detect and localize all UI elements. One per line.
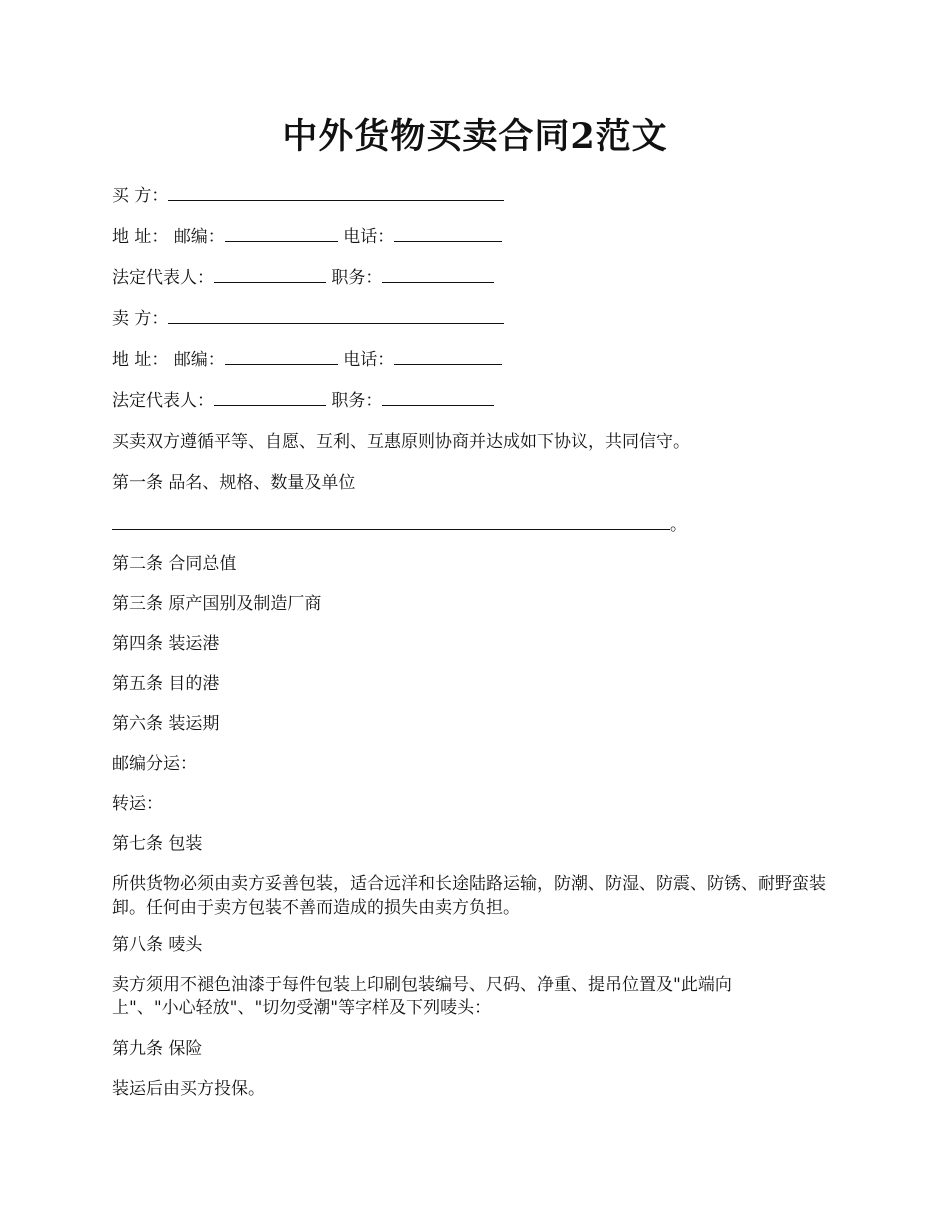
article-9-heading: 第九条 保险	[112, 1039, 203, 1059]
buyer-postcode-blank	[225, 226, 338, 242]
article-8-heading: 第八条 唛头	[112, 935, 203, 955]
buyer-position-label: 职务：	[331, 268, 383, 288]
seller-postcode-blank	[225, 349, 338, 365]
article-1-period: 。	[670, 515, 687, 535]
article-7-heading: 第七条 包装	[112, 834, 203, 854]
seller-position-blank	[382, 390, 494, 406]
buyer-rep-blank	[214, 267, 326, 283]
seller-postcode-label: 邮编：	[173, 350, 225, 370]
buyer-address-label: 地 址：	[112, 227, 169, 247]
transshipment-text: 转运：	[112, 794, 163, 814]
seller-rep-blank	[214, 390, 326, 406]
seller-phone-label: 电话：	[343, 350, 395, 370]
article-1-blank-line	[112, 514, 687, 536]
article-1-blank	[112, 514, 670, 530]
partial-shipment-text: 邮编分运：	[112, 754, 197, 774]
article-2-heading: 第二条 合同总值	[112, 554, 237, 574]
seller-rep-line	[112, 390, 494, 412]
buyer-rep-label: 法定代表人：	[112, 268, 214, 288]
buyer-rep-line	[112, 267, 494, 289]
seller-position-label: 职务：	[331, 391, 383, 411]
buyer-position-blank	[382, 267, 494, 283]
article-1-heading: 第一条 品名、规格、数量及单位	[112, 473, 356, 493]
seller-phone-blank	[394, 349, 502, 365]
article-5-heading: 第五条 目的港	[112, 674, 220, 694]
seller-rep-label: 法定代表人：	[112, 391, 214, 411]
article-3-heading: 第三条 原产国别及制造厂商	[112, 594, 322, 614]
article-4-heading: 第四条 装运港	[112, 634, 220, 654]
insurance-text: 装运后由买方投保。	[112, 1079, 265, 1099]
intro-text: 买卖双方遵循平等、自愿、互利、互惠原则协商并达成如下协议，共同信守。	[112, 432, 690, 452]
document-title: 中外货物买卖合同2范文	[282, 116, 668, 157]
seller-address-label: 地 址：	[112, 350, 169, 370]
article-6-heading: 第六条 装运期	[112, 714, 220, 734]
buyer-postcode-label: 邮编：	[173, 227, 225, 247]
seller-label: 卖 方：	[112, 309, 169, 329]
buyer-line	[112, 185, 504, 207]
buyer-phone-label: 电话：	[343, 227, 395, 247]
buyer-phone-blank	[394, 226, 502, 242]
seller-address-line	[112, 349, 502, 371]
seller-line	[112, 308, 504, 330]
marking-paragraph-line-2: 上"、"小心轻放"、"切勿受潮"等字样及下列唛头：	[112, 998, 492, 1018]
seller-blank	[168, 308, 504, 324]
buyer-address-line	[112, 226, 502, 248]
buyer-blank	[168, 185, 504, 201]
buyer-label: 买 方：	[112, 186, 169, 206]
marking-paragraph-line-1: 卖方须用不褪色油漆于每件包装上印刷包装编号、尺码、净重、提吊位置及"此端向	[112, 975, 732, 995]
packing-paragraph: 所供货物必须由卖方妥善包装，适合远洋和长途陆路运输，防潮、防湿、防震、防锈、耐野蛮装卸。任何由于卖方包装不善而造成的损失由卖方负担。	[112, 874, 826, 918]
